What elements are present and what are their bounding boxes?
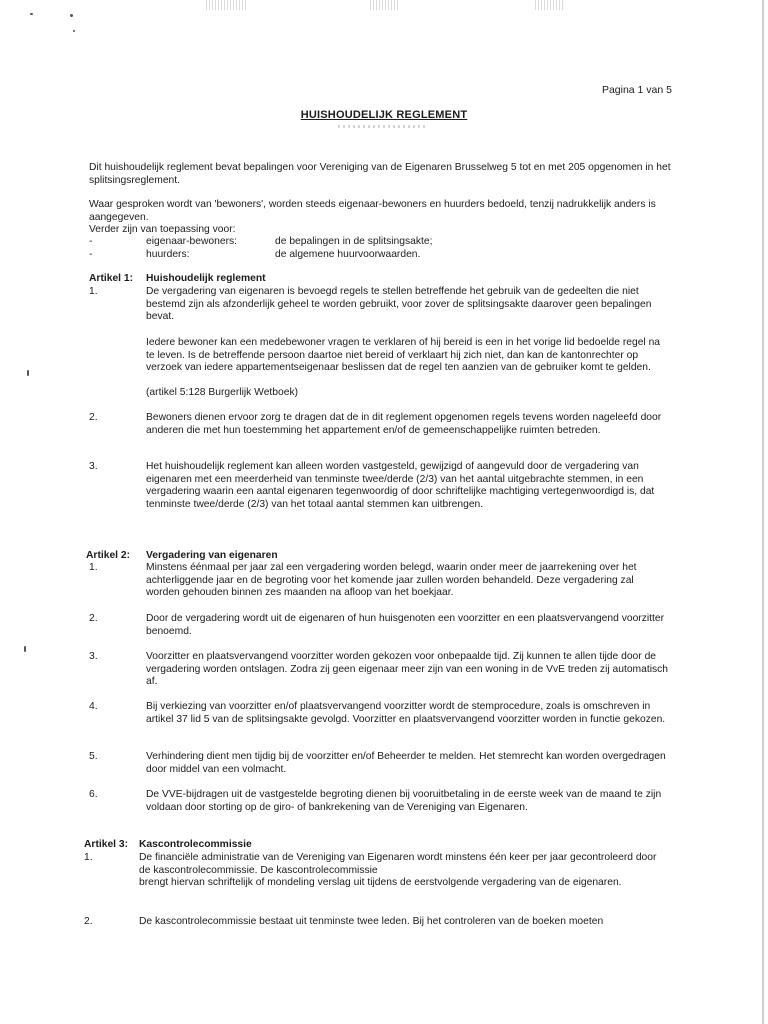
clause-text: Bewoners dienen ervoor zorg te dragen dat de in dit reglement opgenomen regels tevens worden nageleefd door anderen die met hun toestemming het appartement en/of de gemeenschappelijke ruimten betreden.: [146, 412, 662, 436]
clause-number: 2.: [89, 412, 98, 423]
clause-text: brengt hiervan schriftelijk of mondeling verslag uit tijdens de eerstvolgende vergadering van de eigenaren.: [139, 877, 622, 888]
clause-number: 1.: [89, 562, 98, 573]
clause-text: De financiële administratie van de Vereniging van Eigenaren wordt minstens één keer per jaar gecontroleerd door de kascontrolecommissie. De kascontrolecommissie: [139, 852, 657, 876]
clause-number: 6.: [89, 789, 98, 800]
clause-text: De vergadering van eigenaren is bevoegd regels te stellen betreffende het gebruik van de gedeelten die niet bestemd zijn als afzonderlijk geheel te worden gebruikt, voor zover de splitsingsakte daarover geen bepalingen bevat.: [146, 286, 652, 323]
scan-artifact: [370, 0, 400, 10]
clause-number: 2.: [89, 613, 98, 624]
page-edge-shadow: [762, 0, 764, 1024]
scan-speck: [70, 14, 73, 17]
clause-number: 1.: [84, 852, 93, 863]
scan-artifact: [535, 0, 565, 10]
article-number: Artikel 1:: [89, 273, 134, 284]
clause-number: 5.: [89, 751, 98, 762]
scan-speck: [24, 646, 26, 652]
list-role: eigenaar-bewoners:: [146, 236, 238, 247]
scan-artifact: [206, 0, 246, 10]
clause-number: 1.: [89, 286, 98, 297]
article-number: Artikel 2:: [86, 550, 131, 561]
clause-number: 2.: [84, 916, 93, 927]
list-dash: -: [89, 236, 93, 247]
scan-speck: [27, 370, 29, 376]
clause-text: De VVE-bijdragen uit de vastgestelde begroting dienen bij vooruitbetaling in de eerste week van de maand te zijn voldaan door storting op de giro- of bankrekening van de Vereniging van Eigenaren.: [146, 789, 662, 813]
clause-number: 4.: [89, 701, 98, 712]
document-title: HUISHOUDELIJK REGLEMENT: [300, 109, 468, 121]
list-value: de algemene huurvoorwaarden.: [275, 249, 421, 260]
scan-speck: [73, 30, 75, 32]
clause-text: Bij verkiezing van voorzitter en/of plaatsvervangend voorzitter wordt de stemprocedure, zoals is omschreven in artikel 37 lid 5 van de splitsingsakte gevolgd. Voorzitter en plaatsvervangend voorzitter worden in functie gekozen.: [146, 701, 666, 725]
intro-paragraph: Dit huishoudelijk reglement bevat bepalingen voor Vereniging van de Eigenaren Brusselweg 5 tot en met 205 opgenomen in het splitsingsreglement.: [89, 162, 671, 186]
scan-speck: [30, 13, 33, 15]
list-value: de bepalingen in de splitsingsakte;: [275, 236, 433, 247]
article-title: Kascontrolecommissie: [139, 839, 252, 850]
list-role: huurders:: [146, 249, 190, 260]
clause-number: 3.: [89, 651, 98, 662]
article-title: Vergadering van eigenaren: [146, 550, 278, 561]
clause-number: 3.: [89, 461, 98, 472]
page-number: Pagina 1 van 5: [601, 84, 672, 96]
clause-text: Het huishoudelijk reglement kan alleen worden vastgesteld, gewijzigd of aangevuld door de vergadering van eigenaren met een meerderheid van tenminste twee/derde (2/3) van het aantal uitgebrachte stemmen, in een vergadering waarin een aantal eigenaren tegenwoordig of door schriftelijke machtiging vertegenwoordigd is, dat tenminste twee/derde (2/3) van het totaal aantal stemmen kan uitbrengen.: [146, 461, 655, 510]
clause-text: Door de vergadering wordt uit de eigenaren of hun huisgenoten een voorzitter en een plaatsvervangend voorzitter benoemd.: [146, 613, 665, 637]
clause-text: Voorzitter en plaatsvervangend voorzitter worden gekozen voor onbepaalde tijd. Zij kunnen te allen tijde door de vergadering worden ontslagen. Zodra zij geen eigenaar meer zijn van een woning in de VvE treden zij automatisch af.: [146, 651, 669, 688]
article-number: Artikel 3:: [84, 839, 129, 850]
intro-paragraph: Waar gesproken wordt van 'bewoners', worden steeds eigenaar-bewoners en huurders bedoeld, tenzij nadrukkelijk anders is aangegeven.: [89, 199, 656, 223]
list-dash: -: [89, 249, 93, 260]
clause-text: Verhindering dient men tijdig bij de voorzitter en/of Beheerder te melden. Het stemrecht kan worden overgedragen door middel van een volmacht.: [146, 751, 666, 775]
clause-text: Iedere bewoner kan een medebewoner vragen te verklaren of hij bereid is een in het vorige lid bedoelde regel na te leven. Is de betreffende persoon daartoe niet bereid of verklaart hij zich niet, dan kan de kantonrechter op verzoek van iedere appartementseigenaar beslissen dat de regel ten aanzien van de gebruiker komt te gelden.: [146, 337, 661, 374]
clause-text: De kascontrolecommissie bestaat uit tenminste twee leden. Bij het controleren van de boeken moeten: [139, 916, 604, 927]
article-title: Huishoudelijk reglement: [146, 273, 266, 284]
scan-artifact: [338, 125, 428, 128]
clause-text: Minstens éénmaal per jaar zal een vergadering worden belegd, waarin onder meer de jaarrekening over het achterliggende jaar en de begroting voor het komende jaar zullen worden behandeld. Deze vergadering zal worden gehouden binnen zes maanden na afloop van het boekjaar.: [146, 562, 637, 599]
clause-citation: (artikel 5:128 Burgerlijk Wetboek): [146, 387, 299, 398]
intro-paragraph: Verder zijn van toepassing voor:: [89, 224, 236, 235]
